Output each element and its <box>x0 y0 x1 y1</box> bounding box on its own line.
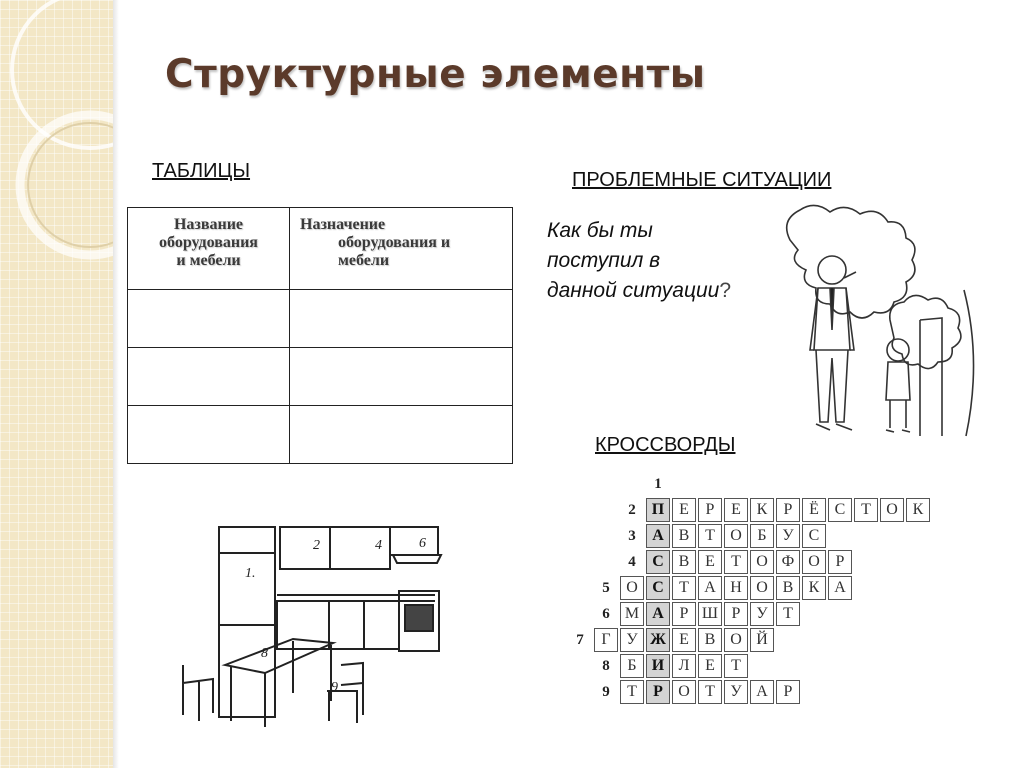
crossword-cell: Т <box>724 550 748 574</box>
table-cell <box>128 290 290 348</box>
header-line: и мебели <box>176 252 241 269</box>
crossword-cell: Т <box>776 602 800 626</box>
problem-situations-heading: ПРОБЛЕМНЫЕ СИТУАЦИИ <box>572 169 832 191</box>
crossword-cell: А <box>646 602 670 626</box>
crossword-cell: О <box>750 550 774 574</box>
crossword-cell: С <box>828 498 852 522</box>
question-line <box>547 276 807 306</box>
problem-question <box>547 216 807 306</box>
table-header-name <box>128 208 290 290</box>
crossword-cell: Е <box>698 550 722 574</box>
crossword-cell: Л <box>672 654 696 678</box>
kitchen-label: 1. <box>245 566 256 581</box>
crossword-cell: У <box>776 524 800 548</box>
question-line-text: данной ситуации <box>547 279 720 302</box>
kitchen-label: 9 <box>331 680 338 695</box>
equipment-table <box>127 207 513 464</box>
crossword-cell: А <box>646 524 670 548</box>
crossword-cell: О <box>880 498 904 522</box>
crossword-cell: Ж <box>646 628 670 652</box>
crossword-row-number: 9 <box>602 683 610 700</box>
crossword-cell: Е <box>672 628 696 652</box>
crossword-cell: О <box>724 524 748 548</box>
slide-title: Структурные элементы <box>165 52 706 97</box>
crossword-cell: Н <box>724 576 748 600</box>
crossword-cell: О <box>724 628 748 652</box>
header-line: мебели <box>338 252 390 269</box>
crossword-cell: Р <box>698 498 722 522</box>
smoking-man-child-illustration <box>770 200 988 450</box>
crosswords-heading: КРОССВОРДЫ <box>595 434 736 456</box>
crossword-row-number: 2 <box>628 501 636 518</box>
crossword-cell: С <box>646 576 670 600</box>
crossword-cell: К <box>802 576 826 600</box>
crossword-row-number: 4 <box>628 553 636 570</box>
crossword-cell: Б <box>620 654 644 678</box>
crossword-cell: У <box>724 680 748 704</box>
crossword-cell: Т <box>698 680 722 704</box>
table-row <box>128 290 513 348</box>
crossword-row-number: 7 <box>576 631 584 648</box>
question-mark: ? <box>719 279 732 302</box>
crossword-cell: Т <box>724 654 748 678</box>
question-line: Как бы ты <box>547 219 653 242</box>
crossword-cell: П <box>646 498 670 522</box>
crossword-cell: Ш <box>698 602 722 626</box>
crossword-row-number: 3 <box>628 527 636 544</box>
header-line: Название <box>173 216 244 233</box>
crossword-cell: Е <box>724 498 748 522</box>
crossword-cell: И <box>646 654 670 678</box>
table-cell <box>290 290 513 348</box>
crossword-column-number: 1 <box>654 475 662 492</box>
table-cell <box>290 348 513 406</box>
crossword-cell: А <box>750 680 774 704</box>
crossword-cell: М <box>620 602 644 626</box>
crossword-cell: Т <box>620 680 644 704</box>
kitchen-label: 2 <box>313 538 320 553</box>
question-line: поступил в <box>547 249 661 272</box>
crossword-cell: Г <box>594 628 618 652</box>
header-line: Назначение <box>300 216 386 233</box>
header-line: оборудования и <box>338 234 451 251</box>
crossword-cell: Т <box>672 576 696 600</box>
crossword-cell: Р <box>776 498 800 522</box>
crossword-cell: О <box>802 550 826 574</box>
crossword-cell: О <box>620 576 644 600</box>
side-strip-shadow <box>113 0 119 768</box>
crossword-cell: Т <box>854 498 878 522</box>
decorative-side-strip <box>0 0 113 768</box>
table-row <box>128 406 513 464</box>
crossword-cell: О <box>672 680 696 704</box>
table-cell <box>290 406 513 464</box>
crossword-cell: В <box>776 576 800 600</box>
kitchen-label: 4 <box>375 538 382 553</box>
crossword-cell: Ё <box>802 498 826 522</box>
crossword-cell: К <box>906 498 930 522</box>
crossword-cell: Р <box>828 550 852 574</box>
crossword-cell: К <box>750 498 774 522</box>
tables-heading: ТАБЛИЦЫ <box>152 160 251 182</box>
crossword-cell: Е <box>698 654 722 678</box>
crossword-cell: С <box>646 550 670 574</box>
crossword-cell: А <box>698 576 722 600</box>
table-cell <box>128 348 290 406</box>
crossword-row-number: 8 <box>602 657 610 674</box>
header-line: оборудования <box>159 234 258 251</box>
kitchen-label: 8 <box>261 646 268 661</box>
crossword-cell: Е <box>672 498 696 522</box>
crossword-cell: Б <box>750 524 774 548</box>
decorative-rings <box>0 0 113 768</box>
table-row <box>128 348 513 406</box>
crossword-cell: А <box>828 576 852 600</box>
table-header-purpose <box>290 208 513 290</box>
crossword-cell: В <box>672 524 696 548</box>
crossword-cell: О <box>750 576 774 600</box>
kitchen-illustration <box>165 515 477 730</box>
crossword-cell: Р <box>646 680 670 704</box>
crossword-cell: Р <box>776 680 800 704</box>
crossword-cell: В <box>672 550 696 574</box>
kitchen-label: 6 <box>419 536 426 551</box>
crossword-cell: У <box>620 628 644 652</box>
crossword-cell: С <box>802 524 826 548</box>
crossword-cell: Т <box>698 524 722 548</box>
crossword-row-number: 5 <box>602 579 610 596</box>
crossword-cell: Й <box>750 628 774 652</box>
crossword-row-number: 6 <box>602 605 610 622</box>
crossword-cell: Р <box>672 602 696 626</box>
crossword-cell: Ф <box>776 550 800 574</box>
crossword-cell: У <box>750 602 774 626</box>
table-cell <box>128 406 290 464</box>
crossword-cell: В <box>698 628 722 652</box>
crossword-cell: Р <box>724 602 748 626</box>
